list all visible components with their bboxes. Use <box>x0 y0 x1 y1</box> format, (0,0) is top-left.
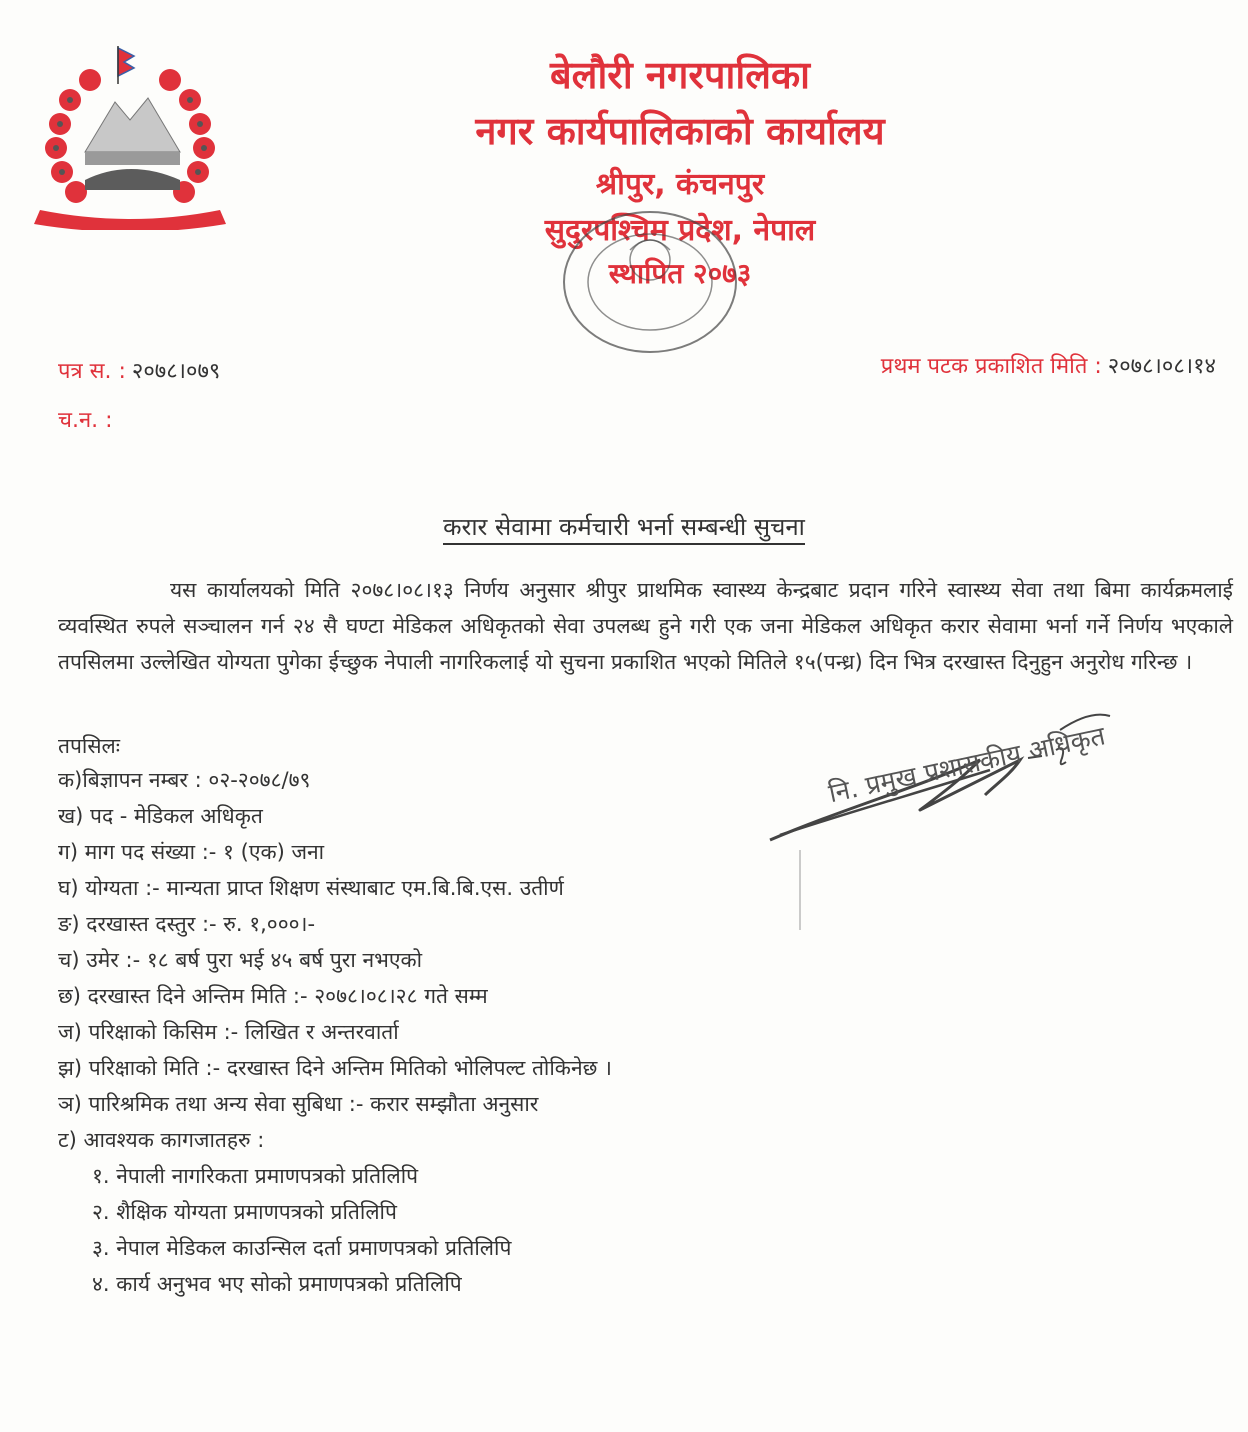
list-item: ग) माग पद संख्या :- १ (एक) जना <box>58 840 325 864</box>
notice-body: यस कार्यालयको मिति २०७८।०८।१३ निर्णय अनुसार श्रीपुर प्राथमिक स्वास्थ्य केन्द्रबाट प्रदान गरिने स्वास्थ्य सेवा तथा बिमा कार्यक्रमलाई व्यवस्थित रुपले सञ्चालन गर्न २४ सै घण्टा मेडिकल अधिकृतको सेवा उपलब्ध हुने गरी एक जना मेडिकल अधिकृत करार सेवामा भर्ना गर्ने निर्णय भएकाले तपसिलमा उल्लेखित योग्यता पुगेका ईच्छुक नेपाली नागरिकलाई यो सुचना प्रकाशित भएको मितिले १५(पन्ध्र) दिन भित्र दरखास्त दिनुहुन अनुरोध गरिन्छ । <box>58 578 1233 674</box>
letter-number-label: पत्र स. : <box>58 359 126 384</box>
municipality-name: बेलौरी नगरपालिका <box>549 53 810 97</box>
office-seal-stamp <box>540 190 750 370</box>
established-year: स्थापित २०७३ <box>608 257 752 290</box>
published-date-value: २०७८।०८।१४ <box>1107 354 1216 379</box>
office-address: श्रीपुर, कंचनपुर <box>595 167 765 202</box>
list-item: छ) दरखास्त दिने अन्तिम मिति :- २०७८।०८।२८ गते सम्म <box>58 984 488 1008</box>
details-list <box>58 762 818 1302</box>
list-item: झ) परिक्षाको मिति :- दरखास्त दिने अन्तिम मितिको भोलिपल्ट तोकिनेछ । <box>58 1056 612 1080</box>
notice-subject: करार सेवामा कर्मचारी भर्ना सम्बन्धी सुचना <box>0 510 1248 543</box>
list-item: च) उमेर :- १८ बर्ष पुरा भई ४५ बर्ष पुरा नभएको <box>58 948 423 972</box>
list-item: ङ) दरखास्त दस्तुर :- रु. १,०००।- <box>58 912 316 936</box>
province-name: सुदुरपश्चिम प्रदेश, नेपाल <box>544 213 816 248</box>
document-item: ३. नेपाल मेडिकल काउन्सिल दर्ता प्रमाणपत्रको प्रतिलिपि <box>92 1236 512 1260</box>
document-item: ४. कार्य अनुभव भए सोको प्रमाणपत्रको प्रतिलिपि <box>92 1272 462 1296</box>
published-date <box>881 350 1216 380</box>
details-heading: तपसिलः <box>58 734 121 758</box>
published-date-label: प्रथम पटक प्रकाशित मिति : <box>880 354 1102 379</box>
nepal-emblem-icon <box>30 40 230 230</box>
list-item: क)बिज्ञापन नम्बर : ०२-२०७८/७९ <box>58 768 311 792</box>
dispatch-number <box>58 404 113 434</box>
list-item: ख) पद - मेडिकल अधिकृत <box>58 804 263 828</box>
document-item: २. शैक्षिक योग्यता प्रमाणपत्रको प्रतिलिपि <box>92 1200 397 1224</box>
letter-number <box>58 355 220 385</box>
letter-number-value: २०७८।०७९ <box>131 359 221 384</box>
office-name: नगर कार्यपालिकाको कार्यालय <box>475 109 885 153</box>
document-item: १. नेपाली नागरिकता प्रमाणपत्रको प्रतिलिपि <box>92 1164 419 1188</box>
list-item: ट) आवश्यक कागजातहरु : <box>58 1128 265 1152</box>
officer-title: नि. प्रमुख प्रशासकीय अधिकृत <box>826 721 1108 810</box>
list-item: ञ) पारिश्रमिक तथा अन्य सेवा सुबिधा :- करार सम्झौता अनुसार <box>58 1092 539 1116</box>
dispatch-number-label: च.न. : <box>58 408 113 433</box>
list-item: घ) योग्यता :- मान्यता प्राप्त शिक्षण संस्थाबाट एम.बि.बि.एस. उतीर्ण <box>58 876 564 900</box>
list-item: ज) परिक्षाको किसिम :- लिखित र अन्तरवार्ता <box>58 1020 399 1044</box>
